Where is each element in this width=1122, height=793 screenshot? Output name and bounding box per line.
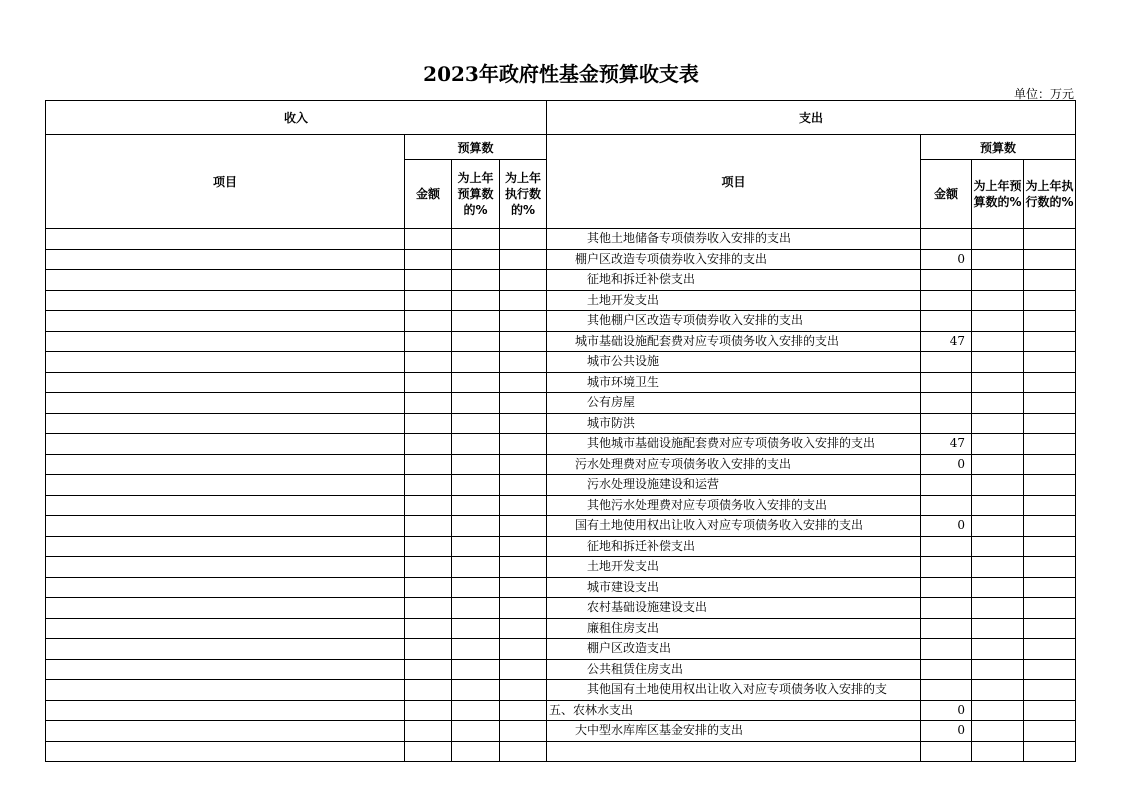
income-cell bbox=[500, 372, 547, 393]
table-row bbox=[46, 434, 1076, 455]
expense-amount-header: 金额 bbox=[921, 160, 972, 229]
table-row bbox=[46, 659, 1076, 680]
expense-item-label: 城市建设支出 bbox=[547, 577, 921, 598]
income-cell bbox=[405, 598, 452, 619]
income-cell bbox=[405, 680, 452, 701]
income-cell bbox=[405, 618, 452, 639]
income-cell bbox=[500, 413, 547, 434]
expense-pct-cell bbox=[972, 700, 1024, 721]
expense-pct-cell bbox=[972, 229, 1024, 250]
table-row bbox=[46, 741, 1076, 762]
empty-cell bbox=[921, 741, 972, 762]
income-cell bbox=[46, 393, 405, 414]
expense-item-label: 城市防洪 bbox=[547, 413, 921, 434]
expense-pct-cell bbox=[972, 618, 1024, 639]
expense-item-label: 其他土地储备专项债券收入安排的支出 bbox=[547, 229, 921, 250]
income-cell bbox=[405, 290, 452, 311]
income-cell bbox=[405, 454, 452, 475]
expense-item-label: 城市基础设施配套费对应专项债务收入安排的支出 bbox=[547, 331, 921, 352]
expense-item-label: 廉租住房支出 bbox=[547, 618, 921, 639]
expense-pct-cell bbox=[972, 352, 1024, 373]
income-cell bbox=[500, 434, 547, 455]
expense-amount: 47 bbox=[921, 434, 972, 455]
income-cell bbox=[452, 639, 500, 660]
income-cell bbox=[500, 598, 547, 619]
expense-pct-cell bbox=[1024, 372, 1076, 393]
income-amount-header: 金额 bbox=[405, 160, 452, 229]
expense-amount bbox=[921, 352, 972, 373]
expense-amount bbox=[921, 536, 972, 557]
income-cell bbox=[405, 249, 452, 270]
income-cell bbox=[405, 331, 452, 352]
expense-item-label: 公有房屋 bbox=[547, 393, 921, 414]
expense-prev-exec-header: 为上年执行数的% bbox=[1024, 160, 1076, 229]
expense-pct-cell bbox=[972, 721, 1024, 742]
expense-pct-cell bbox=[972, 680, 1024, 701]
expense-pct-cell bbox=[972, 536, 1024, 557]
expense-amount bbox=[921, 372, 972, 393]
income-cell bbox=[452, 249, 500, 270]
expense-pct-cell bbox=[1024, 290, 1076, 311]
expense-pct-cell bbox=[972, 290, 1024, 311]
expense-item-label: 其他棚户区改造专项债券收入安排的支出 bbox=[547, 311, 921, 332]
budget-table bbox=[45, 100, 1076, 762]
income-cell bbox=[405, 557, 452, 578]
expense-pct-cell bbox=[1024, 352, 1076, 373]
empty-cell bbox=[500, 741, 547, 762]
income-cell bbox=[46, 598, 405, 619]
income-cell bbox=[46, 680, 405, 701]
expense-pct-cell bbox=[1024, 700, 1076, 721]
expense-item-label: 城市环境卫生 bbox=[547, 372, 921, 393]
table-row bbox=[46, 249, 1076, 270]
expense-amount bbox=[921, 311, 972, 332]
income-cell bbox=[46, 659, 405, 680]
expense-pct-cell bbox=[1024, 598, 1076, 619]
expense-amount bbox=[921, 413, 972, 434]
income-cell bbox=[452, 331, 500, 352]
income-cell bbox=[46, 270, 405, 291]
income-cell bbox=[405, 516, 452, 537]
empty-cell bbox=[405, 741, 452, 762]
income-cell bbox=[452, 598, 500, 619]
income-cell bbox=[452, 618, 500, 639]
income-cell bbox=[500, 721, 547, 742]
expense-item-label: 土地开发支出 bbox=[547, 557, 921, 578]
expense-item-label: 公共租赁住房支出 bbox=[547, 659, 921, 680]
table-row bbox=[46, 413, 1076, 434]
income-cell bbox=[452, 577, 500, 598]
table-row bbox=[46, 618, 1076, 639]
income-cell bbox=[500, 577, 547, 598]
table-row bbox=[46, 680, 1076, 701]
income-item-header: 项目 bbox=[46, 135, 405, 229]
income-cell bbox=[452, 475, 500, 496]
expense-pct-cell bbox=[972, 311, 1024, 332]
expense-amount bbox=[921, 639, 972, 660]
income-cell bbox=[452, 454, 500, 475]
expense-item-label: 棚户区改造支出 bbox=[547, 639, 921, 660]
income-cell bbox=[46, 618, 405, 639]
income-prev-exec-header: 为上年执行数的% bbox=[500, 160, 547, 229]
income-cell bbox=[452, 311, 500, 332]
income-cell bbox=[452, 680, 500, 701]
income-cell bbox=[405, 229, 452, 250]
income-cell bbox=[405, 311, 452, 332]
income-budget-header: 预算数 bbox=[405, 135, 547, 160]
expense-pct-cell bbox=[972, 577, 1024, 598]
income-cell bbox=[46, 536, 405, 557]
expense-item-label: 五、农林水支出 bbox=[547, 700, 921, 721]
income-cell bbox=[452, 413, 500, 434]
income-cell bbox=[46, 290, 405, 311]
income-cell bbox=[452, 270, 500, 291]
income-prev-budget-header: 为上年预算数的% bbox=[452, 160, 500, 229]
income-cell bbox=[46, 454, 405, 475]
expense-pct-cell bbox=[1024, 495, 1076, 516]
expense-amount: 0 bbox=[921, 700, 972, 721]
expense-amount bbox=[921, 393, 972, 414]
empty-cell bbox=[547, 741, 921, 762]
income-cell bbox=[452, 290, 500, 311]
income-cell bbox=[500, 331, 547, 352]
expense-pct-cell bbox=[1024, 413, 1076, 434]
income-cell bbox=[500, 249, 547, 270]
income-cell bbox=[452, 393, 500, 414]
income-cell bbox=[405, 536, 452, 557]
empty-cell bbox=[1024, 741, 1076, 762]
income-cell bbox=[500, 475, 547, 496]
expense-item-label: 棚户区改造专项债券收入安排的支出 bbox=[547, 249, 921, 270]
expense-amount bbox=[921, 270, 972, 291]
table-row bbox=[46, 700, 1076, 721]
empty-cell bbox=[452, 741, 500, 762]
expense-item-label: 其他国有土地使用权出让收入对应专项债务收入安排的支 bbox=[547, 680, 921, 701]
income-cell bbox=[46, 475, 405, 496]
expense-amount: 0 bbox=[921, 516, 972, 537]
table-body bbox=[46, 229, 1076, 762]
income-cell bbox=[500, 290, 547, 311]
income-cell bbox=[452, 229, 500, 250]
income-cell bbox=[452, 516, 500, 537]
income-cell bbox=[500, 536, 547, 557]
income-cell bbox=[500, 618, 547, 639]
income-cell bbox=[405, 475, 452, 496]
expense-amount bbox=[921, 475, 972, 496]
expense-pct-cell bbox=[1024, 618, 1076, 639]
income-cell bbox=[500, 393, 547, 414]
expense-amount bbox=[921, 495, 972, 516]
expense-pct-cell bbox=[972, 372, 1024, 393]
expense-budget-header: 预算数 bbox=[921, 135, 1076, 160]
income-cell bbox=[405, 413, 452, 434]
expense-amount bbox=[921, 290, 972, 311]
expense-item-label: 征地和拆迁补偿支出 bbox=[547, 270, 921, 291]
expense-pct-cell bbox=[1024, 454, 1076, 475]
expense-prev-budget-header: 为上年预算数的% bbox=[972, 160, 1024, 229]
table-row bbox=[46, 352, 1076, 373]
income-cell bbox=[500, 229, 547, 250]
expense-pct-cell bbox=[1024, 475, 1076, 496]
income-cell bbox=[46, 516, 405, 537]
expense-pct-cell bbox=[972, 434, 1024, 455]
table-row bbox=[46, 639, 1076, 660]
income-cell bbox=[452, 557, 500, 578]
income-cell bbox=[405, 352, 452, 373]
income-cell bbox=[46, 721, 405, 742]
table-row bbox=[46, 270, 1076, 291]
expense-amount: 0 bbox=[921, 454, 972, 475]
income-cell bbox=[46, 311, 405, 332]
income-cell bbox=[405, 270, 452, 291]
table-row bbox=[46, 721, 1076, 742]
expense-pct-cell bbox=[1024, 577, 1076, 598]
income-cell bbox=[405, 434, 452, 455]
income-cell bbox=[46, 372, 405, 393]
expense-pct-cell bbox=[1024, 229, 1076, 250]
expense-pct-cell bbox=[972, 475, 1024, 496]
income-cell bbox=[500, 270, 547, 291]
expense-amount bbox=[921, 557, 972, 578]
expense-pct-cell bbox=[972, 454, 1024, 475]
expense-pct-cell bbox=[1024, 680, 1076, 701]
expense-amount: 0 bbox=[921, 721, 972, 742]
page-title: 2023年政府性基金预算收支表 bbox=[423, 62, 699, 86]
income-cell bbox=[500, 659, 547, 680]
expense-amount bbox=[921, 229, 972, 250]
expense-item-label: 其他城市基础设施配套费对应专项债务收入安排的支出 bbox=[547, 434, 921, 455]
expense-item-label: 城市公共设施 bbox=[547, 352, 921, 373]
income-cell bbox=[500, 311, 547, 332]
income-cell bbox=[500, 495, 547, 516]
income-cell bbox=[452, 372, 500, 393]
expense-item-label: 国有土地使用权出让收入对应专项债务收入安排的支出 bbox=[547, 516, 921, 537]
expense-item-label: 污水处理费对应专项债务收入安排的支出 bbox=[547, 454, 921, 475]
table-row bbox=[46, 577, 1076, 598]
expense-pct-cell bbox=[972, 598, 1024, 619]
income-cell bbox=[452, 495, 500, 516]
expense-amount bbox=[921, 618, 972, 639]
expense-item-label: 污水处理设施建设和运营 bbox=[547, 475, 921, 496]
income-cell bbox=[405, 700, 452, 721]
expense-pct-cell bbox=[972, 270, 1024, 291]
table-row bbox=[46, 290, 1076, 311]
income-cell bbox=[405, 577, 452, 598]
empty-cell bbox=[46, 741, 405, 762]
table-row bbox=[46, 331, 1076, 352]
expense-pct-cell bbox=[972, 413, 1024, 434]
expense-pct-cell bbox=[1024, 270, 1076, 291]
income-cell bbox=[46, 229, 405, 250]
income-cell bbox=[46, 495, 405, 516]
expense-header: 支出 bbox=[547, 101, 1076, 135]
income-cell bbox=[405, 721, 452, 742]
expense-item-label: 大中型水库库区基金安排的支出 bbox=[547, 721, 921, 742]
table-row bbox=[46, 229, 1076, 250]
expense-pct-cell bbox=[1024, 249, 1076, 270]
income-cell bbox=[405, 372, 452, 393]
expense-pct-cell bbox=[972, 393, 1024, 414]
table-row bbox=[46, 598, 1076, 619]
income-cell bbox=[46, 577, 405, 598]
table-row bbox=[46, 495, 1076, 516]
empty-cell bbox=[972, 741, 1024, 762]
income-cell bbox=[452, 352, 500, 373]
expense-pct-cell bbox=[1024, 721, 1076, 742]
income-header: 收入 bbox=[46, 101, 547, 135]
income-cell bbox=[452, 700, 500, 721]
table-row bbox=[46, 475, 1076, 496]
expense-pct-cell bbox=[1024, 311, 1076, 332]
expense-pct-cell bbox=[1024, 536, 1076, 557]
table-row bbox=[46, 557, 1076, 578]
expense-item-label: 农村基础设施建设支出 bbox=[547, 598, 921, 619]
expense-pct-cell bbox=[1024, 516, 1076, 537]
income-cell bbox=[46, 331, 405, 352]
expense-pct-cell bbox=[1024, 639, 1076, 660]
income-cell bbox=[46, 700, 405, 721]
income-cell bbox=[500, 680, 547, 701]
income-cell bbox=[46, 639, 405, 660]
expense-amount: 47 bbox=[921, 331, 972, 352]
expense-item-header: 项目 bbox=[547, 135, 921, 229]
income-cell bbox=[500, 352, 547, 373]
expense-pct-cell bbox=[972, 516, 1024, 537]
expense-amount bbox=[921, 680, 972, 701]
table-row bbox=[46, 311, 1076, 332]
table-row bbox=[46, 516, 1076, 537]
expense-amount bbox=[921, 598, 972, 619]
income-cell bbox=[46, 413, 405, 434]
income-cell bbox=[405, 393, 452, 414]
expense-pct-cell bbox=[972, 557, 1024, 578]
income-cell bbox=[500, 454, 547, 475]
expense-pct-cell bbox=[972, 659, 1024, 680]
table-row bbox=[46, 393, 1076, 414]
expense-amount: 0 bbox=[921, 249, 972, 270]
income-cell bbox=[452, 536, 500, 557]
table-row bbox=[46, 536, 1076, 557]
income-cell bbox=[405, 639, 452, 660]
income-cell bbox=[452, 434, 500, 455]
expense-pct-cell bbox=[1024, 331, 1076, 352]
income-cell bbox=[405, 495, 452, 516]
income-cell bbox=[46, 249, 405, 270]
unit-label: 单位：万元 bbox=[1013, 87, 1074, 101]
expense-pct-cell bbox=[972, 249, 1024, 270]
income-cell bbox=[500, 557, 547, 578]
expense-item-label: 征地和拆迁补偿支出 bbox=[547, 536, 921, 557]
expense-pct-cell bbox=[972, 331, 1024, 352]
expense-pct-cell bbox=[972, 495, 1024, 516]
income-cell bbox=[452, 721, 500, 742]
expense-pct-cell bbox=[972, 639, 1024, 660]
table-row bbox=[46, 454, 1076, 475]
income-cell bbox=[46, 434, 405, 455]
income-cell bbox=[452, 659, 500, 680]
expense-pct-cell bbox=[1024, 393, 1076, 414]
table-row bbox=[46, 372, 1076, 393]
expense-item-label: 土地开发支出 bbox=[547, 290, 921, 311]
expense-pct-cell bbox=[1024, 557, 1076, 578]
income-cell bbox=[46, 557, 405, 578]
expense-amount bbox=[921, 577, 972, 598]
income-cell bbox=[405, 659, 452, 680]
expense-amount bbox=[921, 659, 972, 680]
expense-item-label: 其他污水处理费对应专项债务收入安排的支出 bbox=[547, 495, 921, 516]
income-cell bbox=[500, 700, 547, 721]
expense-pct-cell bbox=[1024, 659, 1076, 680]
income-cell bbox=[500, 516, 547, 537]
income-cell bbox=[500, 639, 547, 660]
income-cell bbox=[46, 352, 405, 373]
expense-pct-cell bbox=[1024, 434, 1076, 455]
